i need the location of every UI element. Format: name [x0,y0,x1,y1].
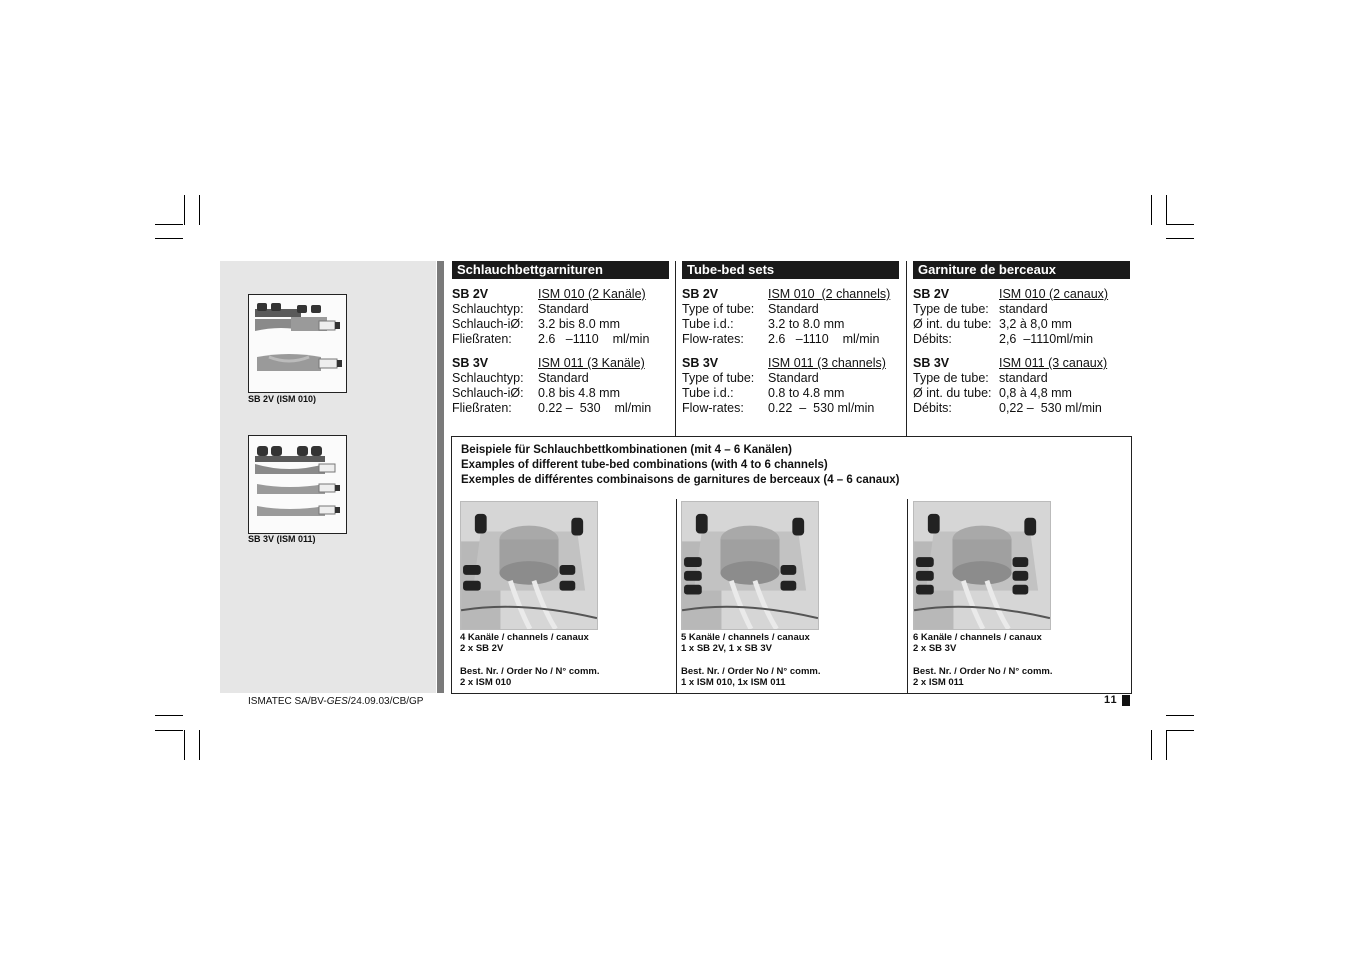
spec-value: 2.6 –1110 ml/min [538,332,650,346]
order-number: 1 x ISM 010, 1x ISM 011 [681,677,786,688]
example-divider [676,499,677,693]
pump-head-photo [460,501,598,630]
spec-block-sb3v [913,356,1130,416]
examples-title [461,443,899,488]
tube-bed-thumbnail-sb3v [248,435,347,534]
spec-value: Standard [768,302,819,316]
example-channels: 6 Kanäle / channels / canaux [913,632,1042,643]
spec-block-sb2v [452,287,669,347]
spec-key: Type de tube: [913,302,989,316]
crop-mark [1166,238,1194,239]
doc-ref-italic: GES [326,696,348,707]
spec-key: Type of tube: [682,371,755,385]
thumbnail-caption: SB 2V (ISM 010) [248,394,317,404]
example-combination: 1 x SB 2V, 1 x SB 3V [681,643,773,654]
spec-value: standard [999,371,1048,385]
crop-mark [1166,224,1194,225]
examples-title-de: Beispiele für Schlauchbettkombinationen (mit 4 – 6 Kanälen) [461,444,793,456]
ism-reference: ISM 010 (2 Kanäle) [538,287,646,301]
spec-key: Schlauchtyp: [452,371,524,385]
spec-value: 0.8 to 4.8 mm [768,386,845,400]
spec-value: 0,8 à 4,8 mm [999,386,1072,400]
example-4-channels [460,501,599,688]
tube-bed-sb2v-image [249,295,346,392]
spec-key: Ø int. du tube: [913,317,992,331]
spec-value: 2,6 –1110ml/min [999,332,1094,346]
spec-value: 3.2 bis 8.0 mm [538,317,620,331]
spec-key: Tube i.d.: [682,317,734,331]
crop-mark [1151,730,1152,760]
thumbnail-caption: SB 3V (ISM 011) [248,534,316,544]
crop-mark [155,715,183,716]
example-6-channels [913,501,1052,688]
model-label: SB 3V [452,356,489,370]
spec-column-de [452,261,669,416]
ism-reference: ISM 011 (3 Kanäle) [538,356,645,370]
model-label: SB 2V [682,287,719,301]
spec-key: Flow-rates: [682,332,744,346]
crop-mark [1166,195,1167,225]
examples-title-en: Examples of different tube-bed combinations (with 4 to 6 channels) [461,459,828,471]
column-header: Tube-bed sets [682,261,899,279]
divider-bar [437,261,444,693]
ism-reference: ISM 011 (3 channels) [768,356,886,370]
spec-key: Tube i.d.: [682,386,734,400]
spec-block-sb2v [682,287,899,347]
order-number-label: Best. Nr. / Order No / N° comm. [460,666,600,677]
model-label: SB 3V [682,356,719,370]
combination-examples-box [451,436,1132,694]
order-number-label: Best. Nr. / Order No / N° comm. [913,666,1053,677]
doc-ref-suffix: /24.09.03/CB/GP [347,696,424,707]
model-label: SB 3V [913,356,950,370]
crop-mark [184,195,185,225]
crop-mark [199,195,200,225]
column-divider [675,261,676,436]
example-5-channels [681,501,820,688]
tube-bed-sb3v-image [249,436,346,533]
tube-bed-thumbnail-sb2v [248,294,347,393]
spec-key: Type of tube: [682,302,755,316]
spec-value: Standard [538,371,589,385]
spec-key: Fließraten: [452,401,512,415]
column-header: Schlauchbettgarnituren [452,261,669,279]
page-marker [1122,695,1130,706]
spec-value: 3,2 à 8,0 mm [999,317,1072,331]
ism-reference: ISM 010 (2 channels) [768,287,891,301]
spec-value: Standard [538,302,589,316]
crop-mark [1151,195,1152,225]
spec-value: 0,22 – 530 ml/min [999,401,1102,415]
spec-value: 0.22 – 530 ml/min [538,401,652,415]
ism-reference: ISM 010 (2 canaux) [999,287,1109,301]
spec-key: Schlauch-iØ: [452,386,524,400]
model-label: SB 2V [452,287,489,301]
spec-key: Débits: [913,401,952,415]
crop-mark [1166,730,1167,760]
spec-value: standard [999,302,1048,316]
page-number: 11 [1104,694,1118,706]
crop-mark [1166,715,1194,716]
example-channels: 4 Kanäle / channels / canaux [460,632,589,643]
crop-mark [155,730,183,731]
spec-key: Schlauch-iØ: [452,317,524,331]
spec-key: Fließraten: [452,332,512,346]
ism-reference: ISM 011 (3 canaux) [999,356,1108,370]
document-reference [248,696,423,707]
crop-mark [1166,730,1194,731]
spec-column-fr [913,261,1130,416]
example-combination: 2 x SB 2V [460,643,504,654]
spec-key: Flow-rates: [682,401,744,415]
spec-key: Schlauchtyp: [452,302,524,316]
spec-column-en [682,261,899,416]
spec-block-sb2v [913,287,1130,347]
crop-mark [184,730,185,760]
spec-key: Ø int. du tube: [913,386,992,400]
model-label: SB 2V [913,287,950,301]
crop-mark [199,730,200,760]
column-header: Garniture de berceaux [913,261,1130,279]
spec-key: Type de tube: [913,371,989,385]
example-channels: 5 Kanäle / channels / canaux [681,632,810,643]
examples-title-fr: Exemples de différentes combinaisons de garnitures de berceaux (4 – 6 canaux) [461,474,900,486]
order-number-label: Best. Nr. / Order No / N° comm. [681,666,821,677]
spec-value: Standard [768,371,819,385]
spec-block-sb3v [682,356,899,416]
crop-mark [155,238,183,239]
pump-head-photo [681,501,819,630]
spec-value: 2.6 –1110 ml/min [768,332,880,346]
pump-head-photo [913,501,1051,630]
order-number: 2 x ISM 011 [913,677,964,688]
spec-block-sb3v [452,356,669,416]
crop-mark [155,224,183,225]
spec-value: 3.2 to 8.0 mm [768,317,845,331]
example-combination: 2 x SB 3V [913,643,957,654]
spec-value: 0.8 bis 4.8 mm [538,386,620,400]
column-divider [906,261,907,436]
spec-key: Débits: [913,332,952,346]
spec-value: 0.22 – 530 ml/min [768,401,875,415]
order-number: 2 x ISM 010 [460,677,512,688]
doc-ref-prefix: ISMATEC SA/BV- [248,696,327,707]
example-divider [907,499,908,693]
